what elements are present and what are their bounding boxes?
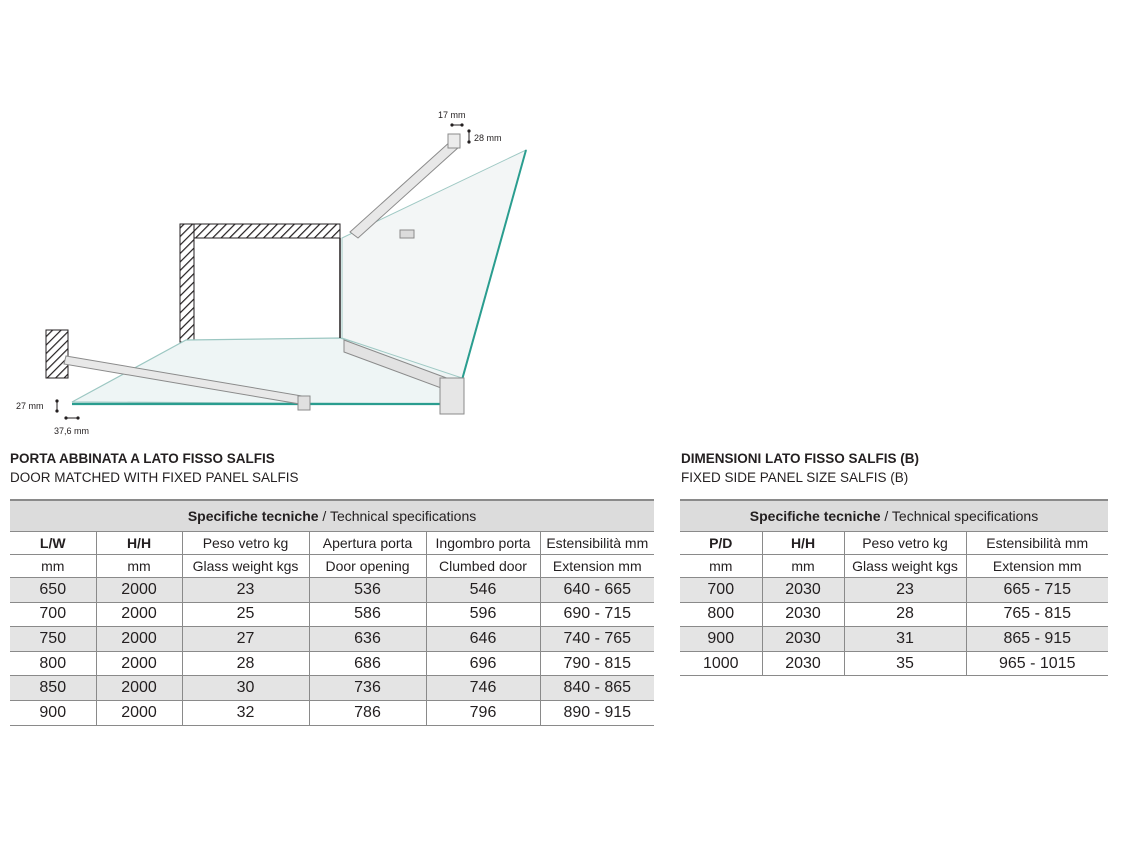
header-cell: Apertura porta xyxy=(309,532,426,555)
cell: 746 xyxy=(426,676,540,701)
cell: 965 - 1015 xyxy=(966,651,1108,676)
right-section-heading xyxy=(681,449,919,487)
cell: 2000 xyxy=(96,602,182,627)
table-row xyxy=(680,602,1108,627)
header-cell: P/D xyxy=(680,532,762,555)
left-section-heading xyxy=(10,449,299,487)
right-title-en: FIXED SIDE PANEL SIZE SALFIS (B) xyxy=(681,470,909,485)
cell: 35 xyxy=(844,651,966,676)
cell: 690 - 715 xyxy=(540,602,654,627)
subheader-cell: Glass weight kgs xyxy=(844,555,966,578)
cell: 800 xyxy=(680,602,762,627)
table-row xyxy=(680,578,1108,603)
cell: 796 xyxy=(426,700,540,725)
cell: 536 xyxy=(309,578,426,603)
cell: 740 - 765 xyxy=(540,627,654,652)
table-row xyxy=(10,700,654,725)
table-row xyxy=(10,578,654,603)
cell: 890 - 915 xyxy=(540,700,654,725)
subheader-cell: Clumbed door xyxy=(426,555,540,578)
cell: 2000 xyxy=(96,700,182,725)
cell: 32 xyxy=(182,700,309,725)
door-specs-table xyxy=(10,499,654,726)
cell: 700 xyxy=(10,602,96,627)
cell: 23 xyxy=(844,578,966,603)
cell: 786 xyxy=(309,700,426,725)
cell: 665 - 715 xyxy=(966,578,1108,603)
cell: 636 xyxy=(309,627,426,652)
product-drawing xyxy=(0,100,502,440)
header-cell: L/W xyxy=(10,532,96,555)
glass-fixed-panel xyxy=(342,150,526,378)
table-row xyxy=(10,602,654,627)
cell: 2030 xyxy=(762,627,844,652)
fixed-panel-specs-table xyxy=(680,499,1108,676)
table-caption: Specifiche tecniche / Technical specifications xyxy=(10,500,654,532)
cell: 750 xyxy=(10,627,96,652)
subheader-cell: mm xyxy=(680,555,762,578)
cell: 2030 xyxy=(762,578,844,603)
svg-text:28 mm: 28 mm xyxy=(474,133,502,143)
subheader-cell: Door opening xyxy=(309,555,426,578)
right-title-it: DIMENSIONI LATO FISSO SALFIS (B) xyxy=(681,451,920,466)
cell: 900 xyxy=(10,700,96,725)
svg-text:17 mm: 17 mm xyxy=(438,110,466,120)
header-cell: H/H xyxy=(762,532,844,555)
header-cell: Estensibilità mm xyxy=(540,532,654,555)
table-row xyxy=(10,676,654,701)
cell: 30 xyxy=(182,676,309,701)
back-wall xyxy=(180,224,340,342)
cell: 850 xyxy=(10,676,96,701)
cell: 800 xyxy=(10,651,96,676)
subheader-cell: Extension mm xyxy=(966,555,1108,578)
cell: 686 xyxy=(309,651,426,676)
table-caption: Specifiche tecniche / Technical specifications xyxy=(680,500,1108,532)
cell: 2000 xyxy=(96,676,182,701)
svg-text:37,6 mm: 37,6 mm xyxy=(54,426,90,436)
subheader-cell: mm xyxy=(96,555,182,578)
cell: 23 xyxy=(182,578,309,603)
cell: 28 xyxy=(844,602,966,627)
cell: 640 - 665 xyxy=(540,578,654,603)
table-row xyxy=(680,651,1108,676)
header-cell: Estensibilità mm xyxy=(966,532,1108,555)
left-title-en: DOOR MATCHED WITH FIXED PANEL SALFIS xyxy=(10,470,299,485)
cell: 31 xyxy=(844,627,966,652)
cell: 586 xyxy=(309,602,426,627)
table-row xyxy=(10,651,654,676)
cell: 865 - 915 xyxy=(966,627,1108,652)
cell: 2000 xyxy=(96,627,182,652)
left-wall xyxy=(46,330,68,378)
cell: 546 xyxy=(426,578,540,603)
subheader-cell: Glass weight kgs xyxy=(182,555,309,578)
cell: 700 xyxy=(680,578,762,603)
cell: 840 - 865 xyxy=(540,676,654,701)
subheader-cell: mm xyxy=(10,555,96,578)
cell: 2030 xyxy=(762,651,844,676)
header-cell: Peso vetro kg xyxy=(844,532,966,555)
cell: 900 xyxy=(680,627,762,652)
cell: 2000 xyxy=(96,578,182,603)
table-row xyxy=(10,627,654,652)
table-row xyxy=(680,627,1108,652)
cell: 28 xyxy=(182,651,309,676)
header-cell: H/H xyxy=(96,532,182,555)
cell: 27 xyxy=(182,627,309,652)
cell: 650 xyxy=(10,578,96,603)
cell: 790 - 815 xyxy=(540,651,654,676)
cell: 1000 xyxy=(680,651,762,676)
left-title-it: PORTA ABBINATA A LATO FISSO SALFIS xyxy=(10,451,275,466)
header-cell: Ingombro porta xyxy=(426,532,540,555)
cell: 696 xyxy=(426,651,540,676)
subheader-cell: mm xyxy=(762,555,844,578)
cell: 25 xyxy=(182,602,309,627)
cell: 2030 xyxy=(762,602,844,627)
cell: 765 - 815 xyxy=(966,602,1108,627)
cell: 646 xyxy=(426,627,540,652)
subheader-cell: Extension mm xyxy=(540,555,654,578)
cell: 596 xyxy=(426,602,540,627)
cell: 2000 xyxy=(96,651,182,676)
header-cell: Peso vetro kg xyxy=(182,532,309,555)
svg-text:27 mm: 27 mm xyxy=(16,401,44,411)
cell: 736 xyxy=(309,676,426,701)
